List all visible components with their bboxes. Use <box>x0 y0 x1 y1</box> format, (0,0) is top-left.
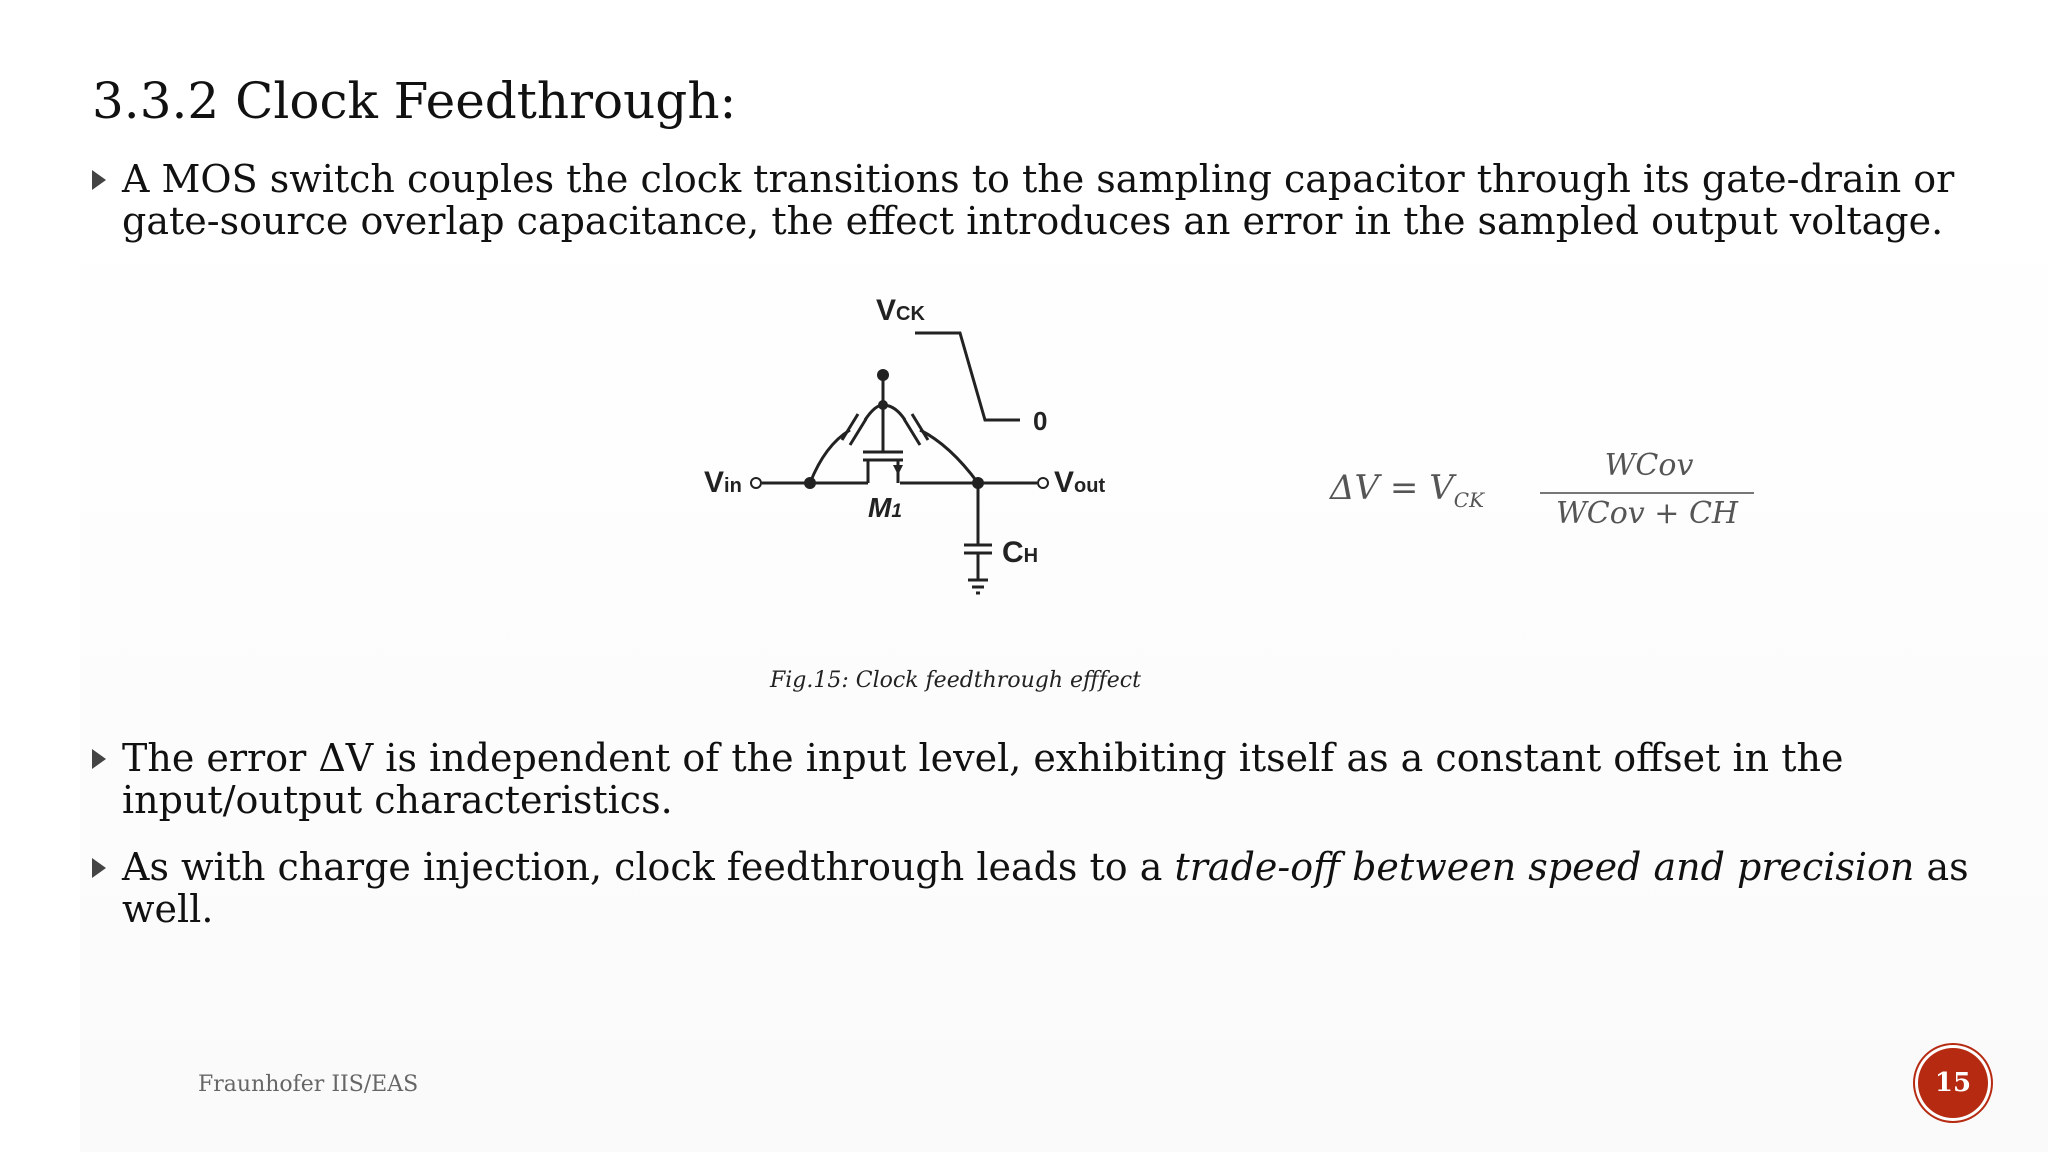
formula-lhs: $\Delta V = V_{CK}$ <box>1330 468 1485 512</box>
formula-numerator: WCov <box>1604 448 1694 483</box>
clock-feedthrough-circuit-diagram <box>690 280 1150 630</box>
bullet-arrow-icon <box>92 858 106 878</box>
vck-label: VCK <box>876 294 925 327</box>
page-number-badge: 15 <box>1918 1048 1988 1118</box>
bullet-text: As with charge injection, clock feedthrough leads to a trade-off between speed and precision as well. <box>122 845 1969 931</box>
vin-label: Vin <box>704 466 742 499</box>
bullet-item <box>92 158 1972 242</box>
fraction-bar <box>1540 492 1754 494</box>
clock-low-label: 0 <box>1033 406 1048 436</box>
ch-label: CH <box>1002 536 1039 569</box>
figure-caption: Fig.15: Clock feedthrough efffect <box>770 668 1141 693</box>
bullet-text: The error ΔV is independent of the input level, exhibiting itself as a constant offset in the input/output characteristics. <box>122 736 1844 822</box>
emphasis-text: trade-off between speed and precision <box>1174 845 1915 889</box>
formula-denominator: WCov + CH <box>1555 496 1739 531</box>
feedthrough-formula <box>1330 440 1770 550</box>
m1-label: M1 <box>868 492 902 523</box>
bullet-item <box>92 737 1972 821</box>
slide-title: 3.3.2 Clock Feedthrough: <box>92 72 737 130</box>
vout-label: Vout <box>1054 466 1106 499</box>
bullet-arrow-icon <box>92 749 106 769</box>
bullet-text: A MOS switch couples the clock transitions to the sampling capacitor through its gate-drain or gate-source overlap capacitance, the effect introduces an error in the sampled output voltage. <box>122 157 1955 243</box>
bullet-item <box>92 846 1972 930</box>
clock-waveform <box>915 333 1020 420</box>
bullet-arrow-icon <box>92 170 106 190</box>
footer-organization: Fraunhofer IIS/EAS <box>198 1072 419 1097</box>
